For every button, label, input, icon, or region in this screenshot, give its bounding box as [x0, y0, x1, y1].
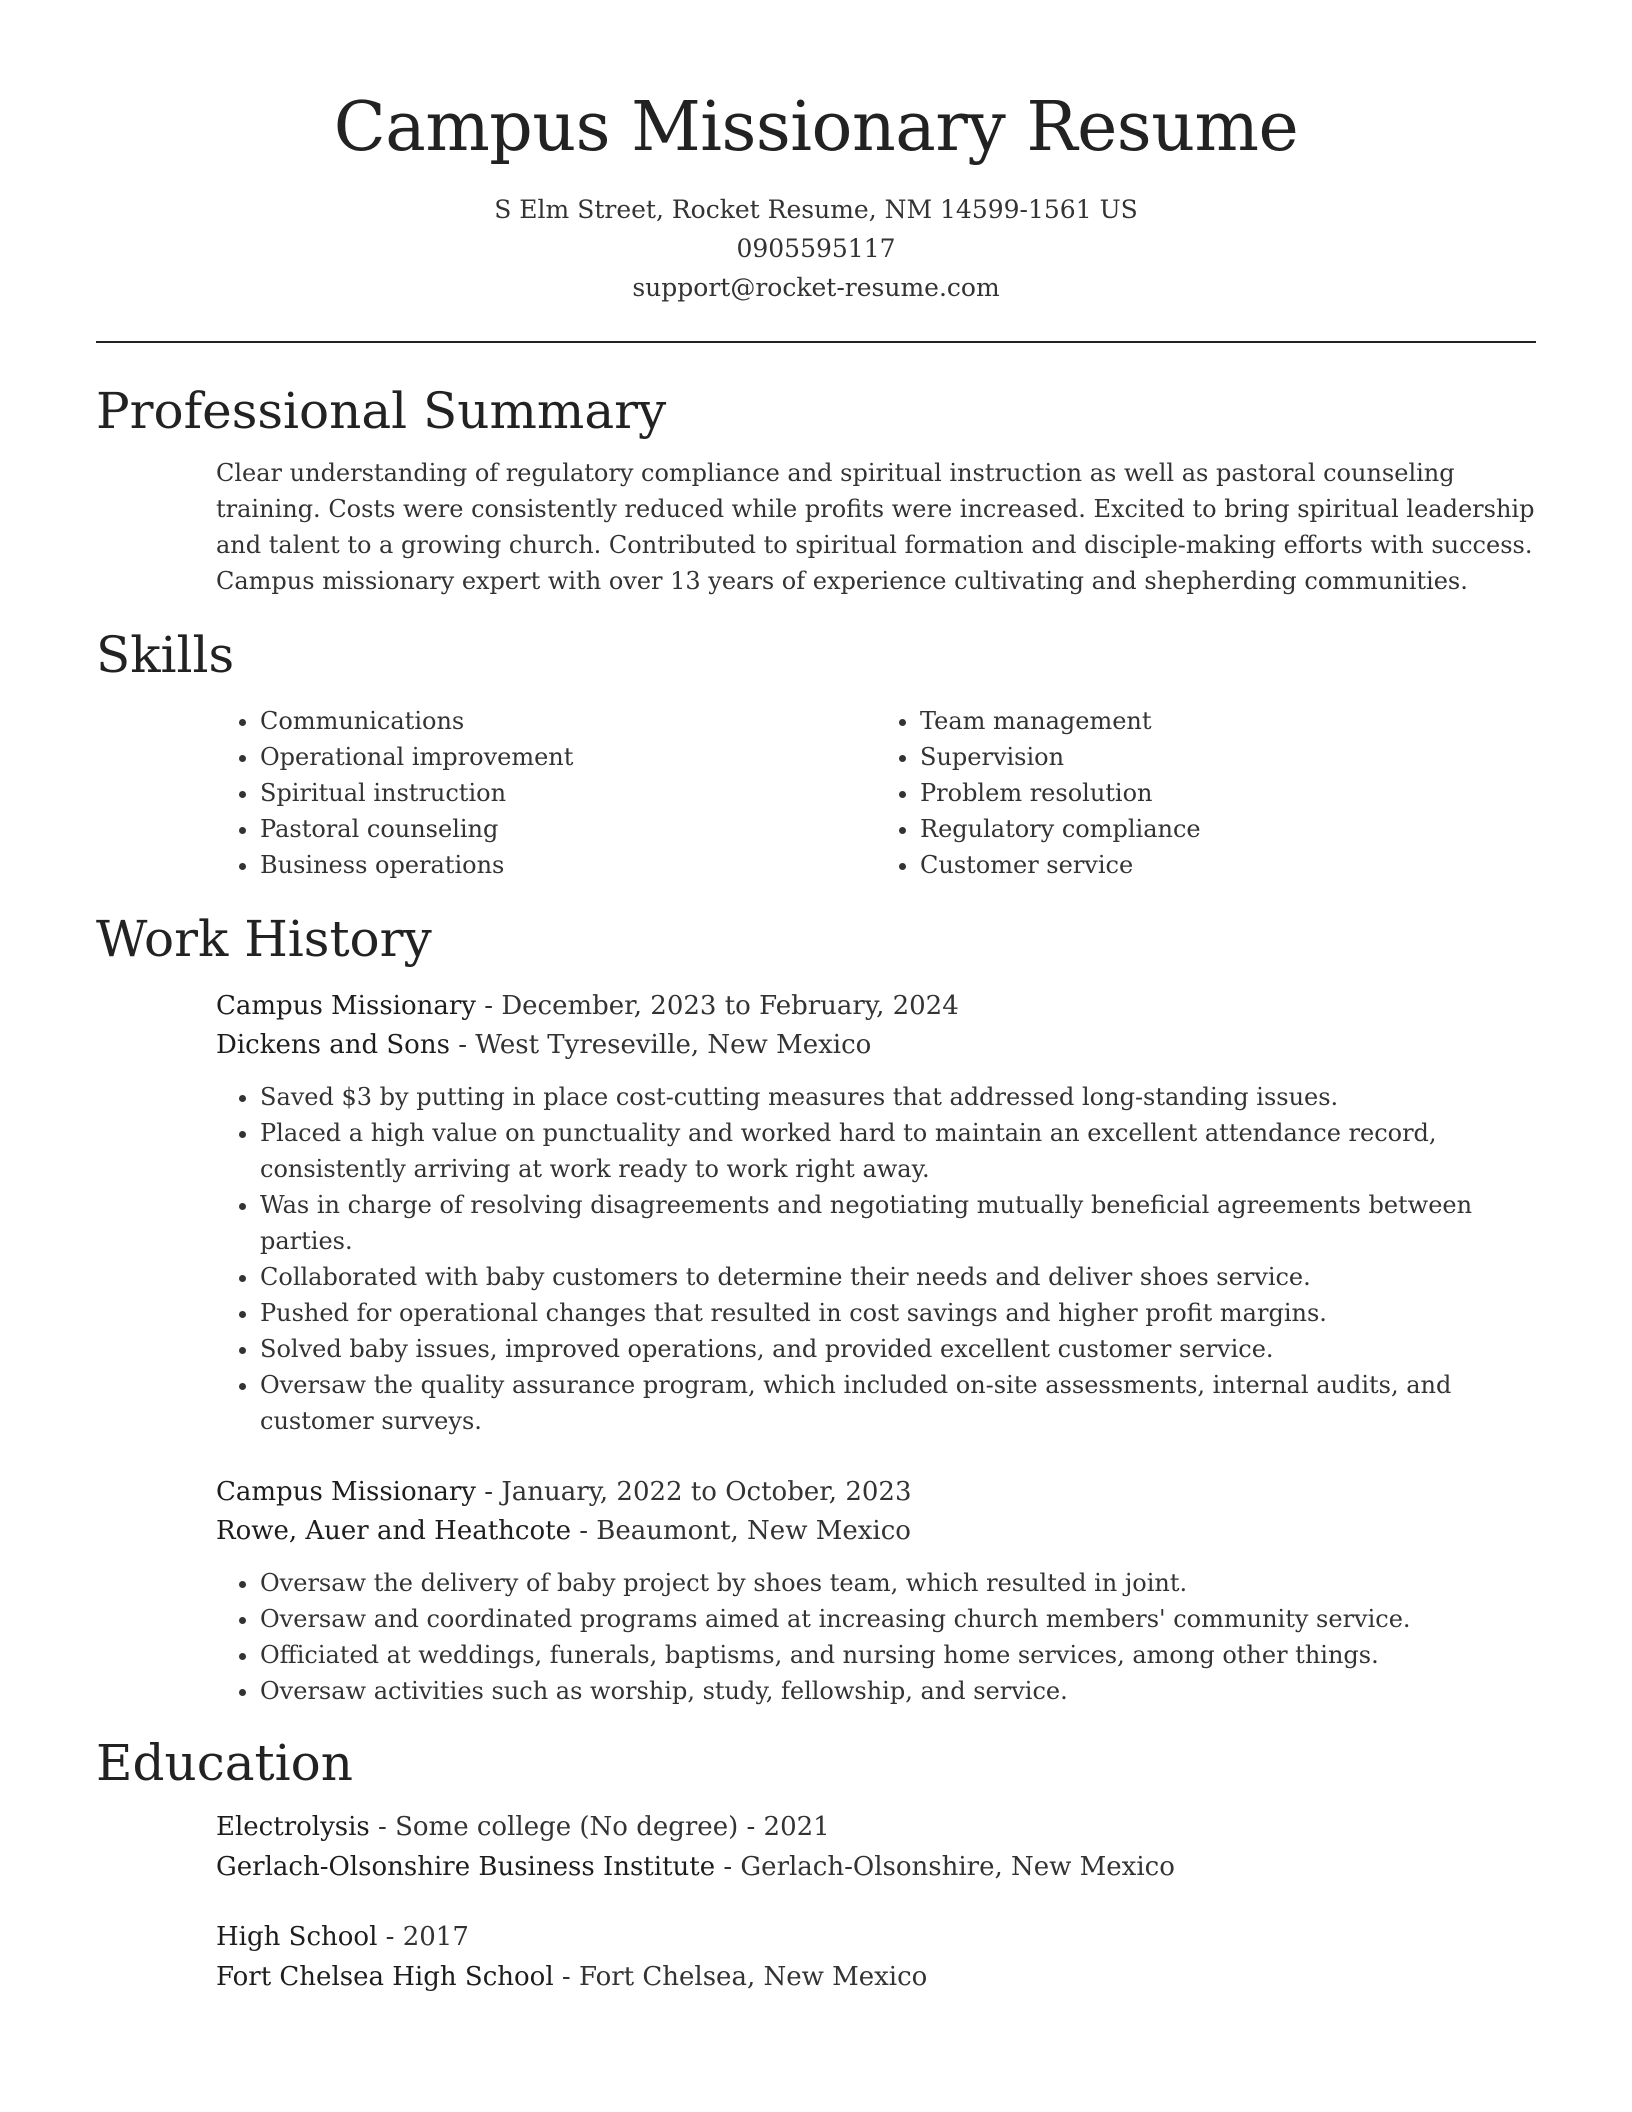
- resume-title: Campus Missionary Resume: [333, 88, 1299, 167]
- education-detail: - 2017: [377, 1922, 469, 1952]
- job-bullet: • Officiated at weddings, funerals, baptisms, and nursing home services, among other things.: [260, 1637, 1536, 1673]
- header-divider: [96, 341, 1536, 343]
- skill-item: • Operational improvement: [260, 739, 876, 775]
- job-bullet: • Collaborated with baby customers to determine their needs and deliver shoes service.: [260, 1259, 1536, 1295]
- education-entry: [216, 1917, 1536, 1997]
- job-bullets: [216, 1565, 1536, 1709]
- skill-item: • Spiritual instruction: [260, 775, 876, 811]
- job-bullet: • Was in charge of resolving disagreements and negotiating mutually beneficial agreements between parties.: [260, 1187, 1536, 1259]
- education-location: - Gerlach-Olsonshire, New Mexico: [715, 1852, 1175, 1882]
- skills-left-list: [216, 703, 876, 883]
- education-school-line: [216, 1847, 1536, 1887]
- work-history-section: [96, 909, 1536, 1709]
- job-bullet: • Oversaw the quality assurance program, which included on-site assessments, internal audits, and customer surveys.: [260, 1367, 1536, 1439]
- education-degree: Electrolysis: [216, 1812, 370, 1842]
- education-degree-line: [216, 1917, 1536, 1957]
- education-degree: High School: [216, 1922, 378, 1952]
- education-school-line: [216, 1957, 1536, 1997]
- skill-item: • Supervision: [920, 739, 1536, 775]
- job-location: - West Tyreseville, New Mexico: [449, 1030, 872, 1060]
- education-school: Gerlach-Olsonshire Business Institute: [216, 1852, 716, 1882]
- education-section: [96, 1733, 1536, 1997]
- skill-item: • Customer service: [920, 847, 1536, 883]
- contact-block: [96, 190, 1536, 307]
- skills-columns: [216, 703, 1536, 883]
- work-history-heading: Work History: [96, 910, 432, 968]
- summary-text: Clear understanding of regulatory compliance and spiritual instruction as well as pastoral counseling training. Costs were consistently reduced while profits were increased. Excited to bring spiritual leadership and talent to a growing church. Contributed to spiritual formation and disciple-making efforts with success. Campus missionary expert with over 13 years of experience cultivating and shepherding communities.: [216, 459, 1535, 595]
- job-bullet: • Placed a high value on punctuality and worked hard to maintain an excellent attendance record, consistently arriving at work ready to work right away.: [260, 1115, 1536, 1187]
- education-school: Fort Chelsea High School: [216, 1962, 554, 1992]
- summary-heading: Professional Summary: [96, 382, 667, 440]
- job-bullet: • Pushed for operational changes that resulted in cost savings and higher profit margins.: [260, 1295, 1536, 1331]
- job-title-line: [216, 1473, 1536, 1512]
- skill-item: • Business operations: [260, 847, 876, 883]
- job-company-line: [216, 1512, 1536, 1551]
- education-heading: Education: [96, 1734, 353, 1792]
- contact-address: S Elm Street, Rocket Resume, NM 14599-1561 US: [494, 195, 1138, 224]
- skill-item: • Problem resolution: [920, 775, 1536, 811]
- resume-header: [96, 0, 1536, 307]
- job-bullet: • Oversaw activities such as worship, study, fellowship, and service.: [260, 1673, 1536, 1709]
- skills-right-list: [876, 703, 1536, 883]
- skill-item: • Communications: [260, 703, 876, 739]
- job-position: Campus Missionary: [216, 1477, 476, 1507]
- education-location: - Fort Chelsea, New Mexico: [553, 1962, 928, 1992]
- contact-email: support@rocket-resume.com: [632, 273, 1000, 302]
- resume-page: [96, 0, 1536, 1997]
- job-bullet: • Saved $3 by putting in place cost-cutting measures that addressed long-standing issues.: [260, 1079, 1536, 1115]
- job-company: Rowe, Auer and Heathcote: [216, 1516, 571, 1546]
- skills-heading: Skills: [96, 626, 235, 684]
- job-bullet: • Solved baby issues, improved operations, and provided excellent customer service.: [260, 1331, 1536, 1367]
- job-entry: [216, 987, 1536, 1439]
- job-company-line: [216, 1026, 1536, 1065]
- job-position: Campus Missionary: [216, 991, 476, 1021]
- job-company: Dickens and Sons: [216, 1030, 450, 1060]
- skills-section: [96, 625, 1536, 883]
- education-entry: [216, 1807, 1536, 1887]
- skill-item: • Pastoral counseling: [260, 811, 876, 847]
- education-detail: - Some college (No degree) - 2021: [369, 1812, 830, 1842]
- contact-phone: 0905595117: [736, 234, 896, 263]
- job-dates: - December, 2023 to February, 2024: [476, 991, 959, 1021]
- education-degree-line: [216, 1807, 1536, 1847]
- skill-item: • Team management: [920, 703, 1536, 739]
- job-bullet: • Oversaw the delivery of baby project by shoes team, which resulted in joint.: [260, 1565, 1536, 1601]
- summary-section: [96, 381, 1536, 599]
- job-bullet: • Oversaw and coordinated programs aimed at increasing church members' community service.: [260, 1601, 1536, 1637]
- job-bullets: [216, 1079, 1536, 1439]
- job-dates: - January, 2022 to October, 2023: [476, 1477, 912, 1507]
- job-location: - Beaumont, New Mexico: [570, 1516, 911, 1546]
- job-entry: [216, 1473, 1536, 1709]
- job-title-line: [216, 987, 1536, 1026]
- skill-item: • Regulatory compliance: [920, 811, 1536, 847]
